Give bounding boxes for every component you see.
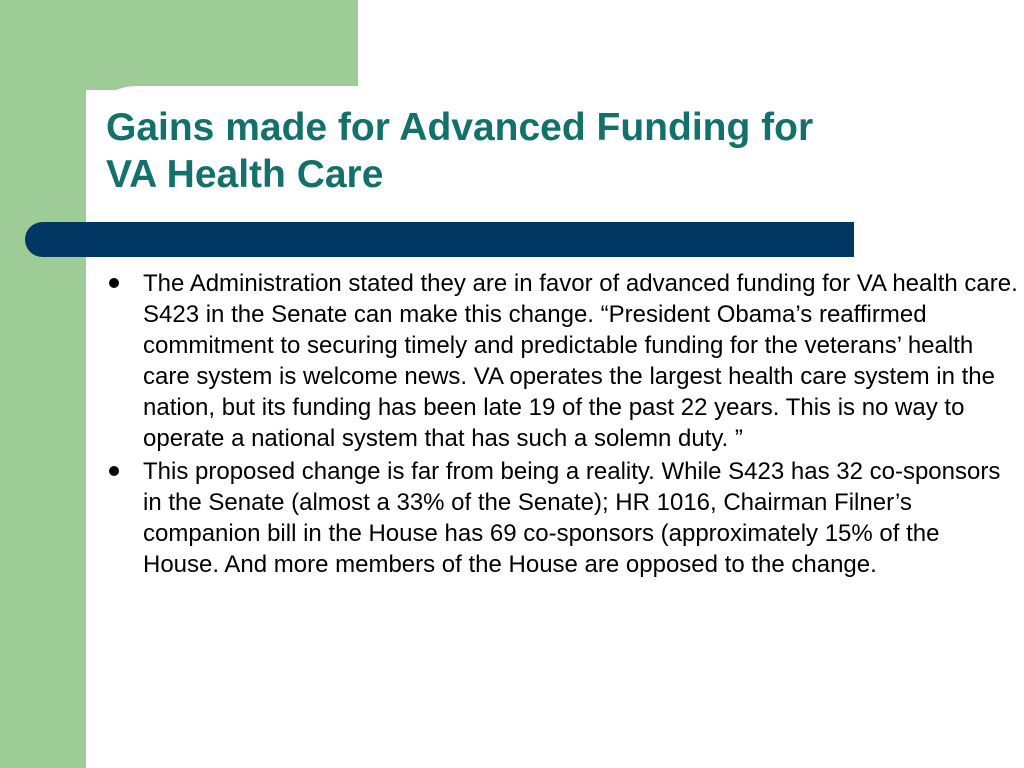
- title-divider-bar: [25, 222, 854, 257]
- bullet-dot-icon: [109, 466, 119, 476]
- bullet-list: [105, 268, 1020, 582]
- slide-title-line-1: Gains made for Advanced Funding for: [106, 106, 814, 149]
- green-side-bar: [0, 0, 86, 768]
- slide-title: [106, 104, 986, 198]
- bullet-item-administration: [105, 268, 1020, 454]
- bullet-text: The Administration stated they are in favor of advanced funding for VA health care. S423 in the Senate can make this change. “President Obama’s reaffirmed commitment to securing timely and predictable funding for the veterans’ health care system is welcome news. VA operates the largest health care system in the nation, but its funding has been late 19 of the past 22 years. This is no way to operate a national system that has such a solemn duty. ”: [143, 270, 1018, 452]
- bullet-dot-icon: [109, 278, 119, 288]
- bullet-item-proposed-change: [105, 456, 1020, 580]
- slide-title-line-2: VA Health Care: [106, 153, 384, 196]
- bullet-text: This proposed change is far from being a reality. While S423 has 32 co-sponsors in the Senate (almost a 33% of the Senate); HR 1016, Chairman Filner’s companion bill in the House has 69 co-sponsors (approximately 15% of the House. And more members of the House are opposed to the change.: [143, 458, 1001, 578]
